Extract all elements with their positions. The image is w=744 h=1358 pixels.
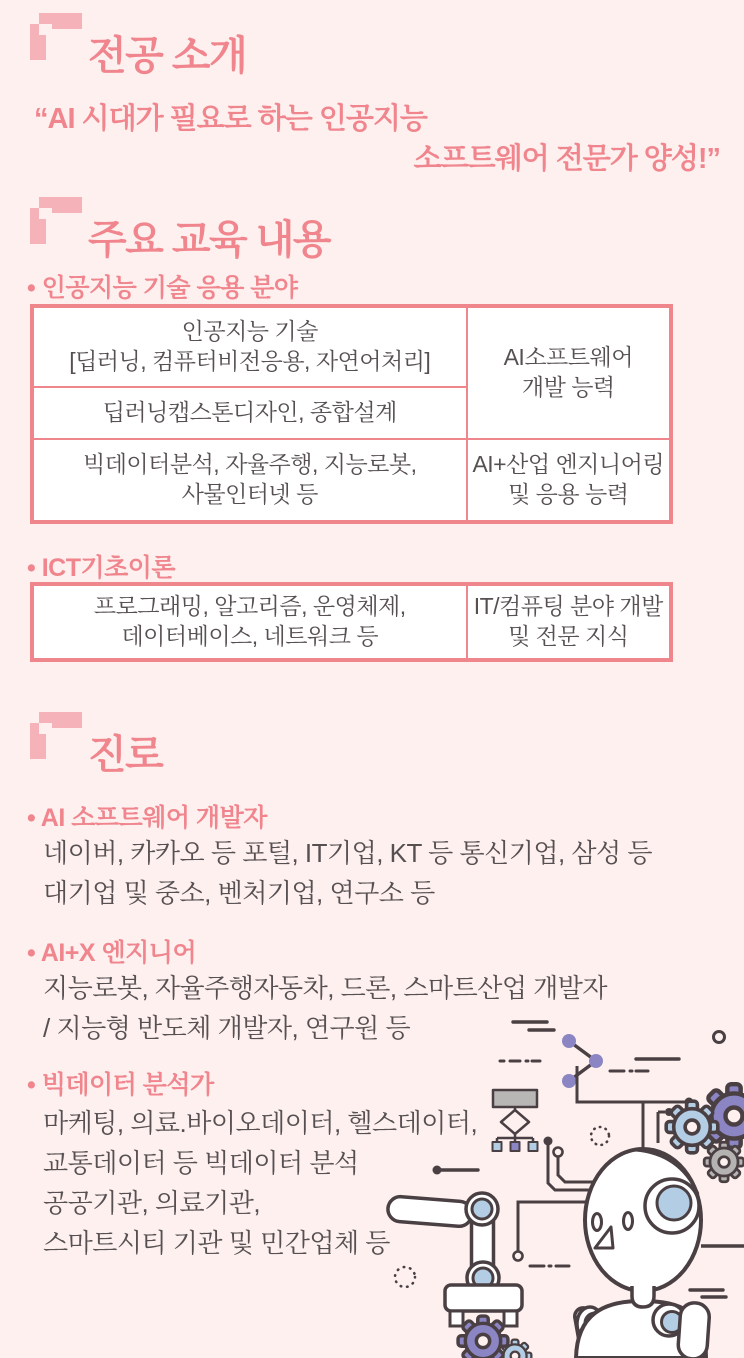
career-line: 공공기관, 의료기관,: [43, 1188, 261, 1218]
career-line: 마케팅, 의료.바이오데이터, 헬스데이터,: [43, 1108, 478, 1138]
robot-body-icon: [573, 1286, 710, 1358]
table-cell-it-knowledge: IT/컴퓨팅 분야 개발 및 전문 지식: [467, 584, 671, 660]
robot-arm-icon: [387, 1193, 531, 1358]
bullet-ai-sw-developer: • AI 소프트웨어 개발자: [27, 804, 267, 832]
table-cell-ai-industry: AI+산업 엔지니어링 및 응용 능력: [467, 439, 671, 522]
career-line: / 지능형 반도체 개발자, 연구원 등: [43, 1013, 411, 1043]
quote-line-2: 소프트웨어 전문가 양성!”: [413, 143, 720, 175]
robot-head-icon: [585, 1149, 701, 1291]
flowchart-icon: [493, 1090, 538, 1151]
gear-icon: [666, 1101, 718, 1153]
quote-line-1: “AI 시대가 필요로 하는 인공지능: [34, 103, 427, 135]
career-line: 네이버, 카카오 등 포털, IT기업, KT 등 통신기업, 삼성 등: [43, 838, 652, 868]
corner-bracket-icon: [30, 197, 82, 244]
career-line: 지능로봇, 자율주행자동차, 드론, 스마트산업 개발자: [43, 973, 608, 1003]
table-cell-capstone: 딥러닝캡스톤디자인, 종합설계: [32, 387, 467, 439]
section-title-major-intro: 전공 소개: [88, 34, 247, 78]
dotted-circle-icon: [395, 1267, 415, 1287]
career-line: 대기업 및 중소, 벤처기업, 연구소 등: [43, 878, 435, 908]
table-cell-ai-sw-ability: AI소프트웨어 개발 능력: [467, 306, 671, 439]
robot-illustration: [380, 1000, 744, 1358]
dotted-circle-icon: [591, 1127, 609, 1145]
bullet-ai-applications: • 인공지능 기술 응용 분야: [27, 274, 298, 302]
gear-icon: [704, 1142, 744, 1182]
dot-line-icon: [433, 1166, 479, 1175]
corner-bracket-icon: [30, 712, 82, 759]
bullet-bigdata-analyst: • 빅데이터 분석가: [27, 1071, 214, 1099]
table-cell-ai-tech: 인공지능 기술 [딥러닝, 컴퓨터비전응용, 자연어처리]: [32, 306, 467, 387]
corner-bracket-icon: [30, 13, 82, 60]
table-cell-bigdata: 빅데이터분석, 자율주행, 지능로봇, 사물인터넷 등: [32, 439, 467, 522]
ict-education-table: [30, 582, 673, 662]
ai-education-table: [30, 304, 673, 524]
career-line: 교통데이터 등 빅데이터 분석: [43, 1148, 359, 1178]
career-line: 스마트시티 기관 및 민간업체 등: [43, 1228, 390, 1258]
table-cell-programming: 프로그래밍, 알고리즘, 운영체제, 데이터베이스, 네트워크 등: [32, 584, 467, 660]
section-title-career: 진로: [88, 733, 163, 777]
bullet-ict-theory: • ICT기초이론: [27, 554, 176, 582]
network-nodes-icon: [562, 1034, 603, 1088]
bullet-ai-x-engineer: • AI+X 엔지니어: [27, 939, 197, 967]
gear-icon: [458, 1316, 508, 1358]
section-title-education: 주요 교육 내용: [88, 218, 331, 262]
ring-icon: [714, 1032, 725, 1043]
